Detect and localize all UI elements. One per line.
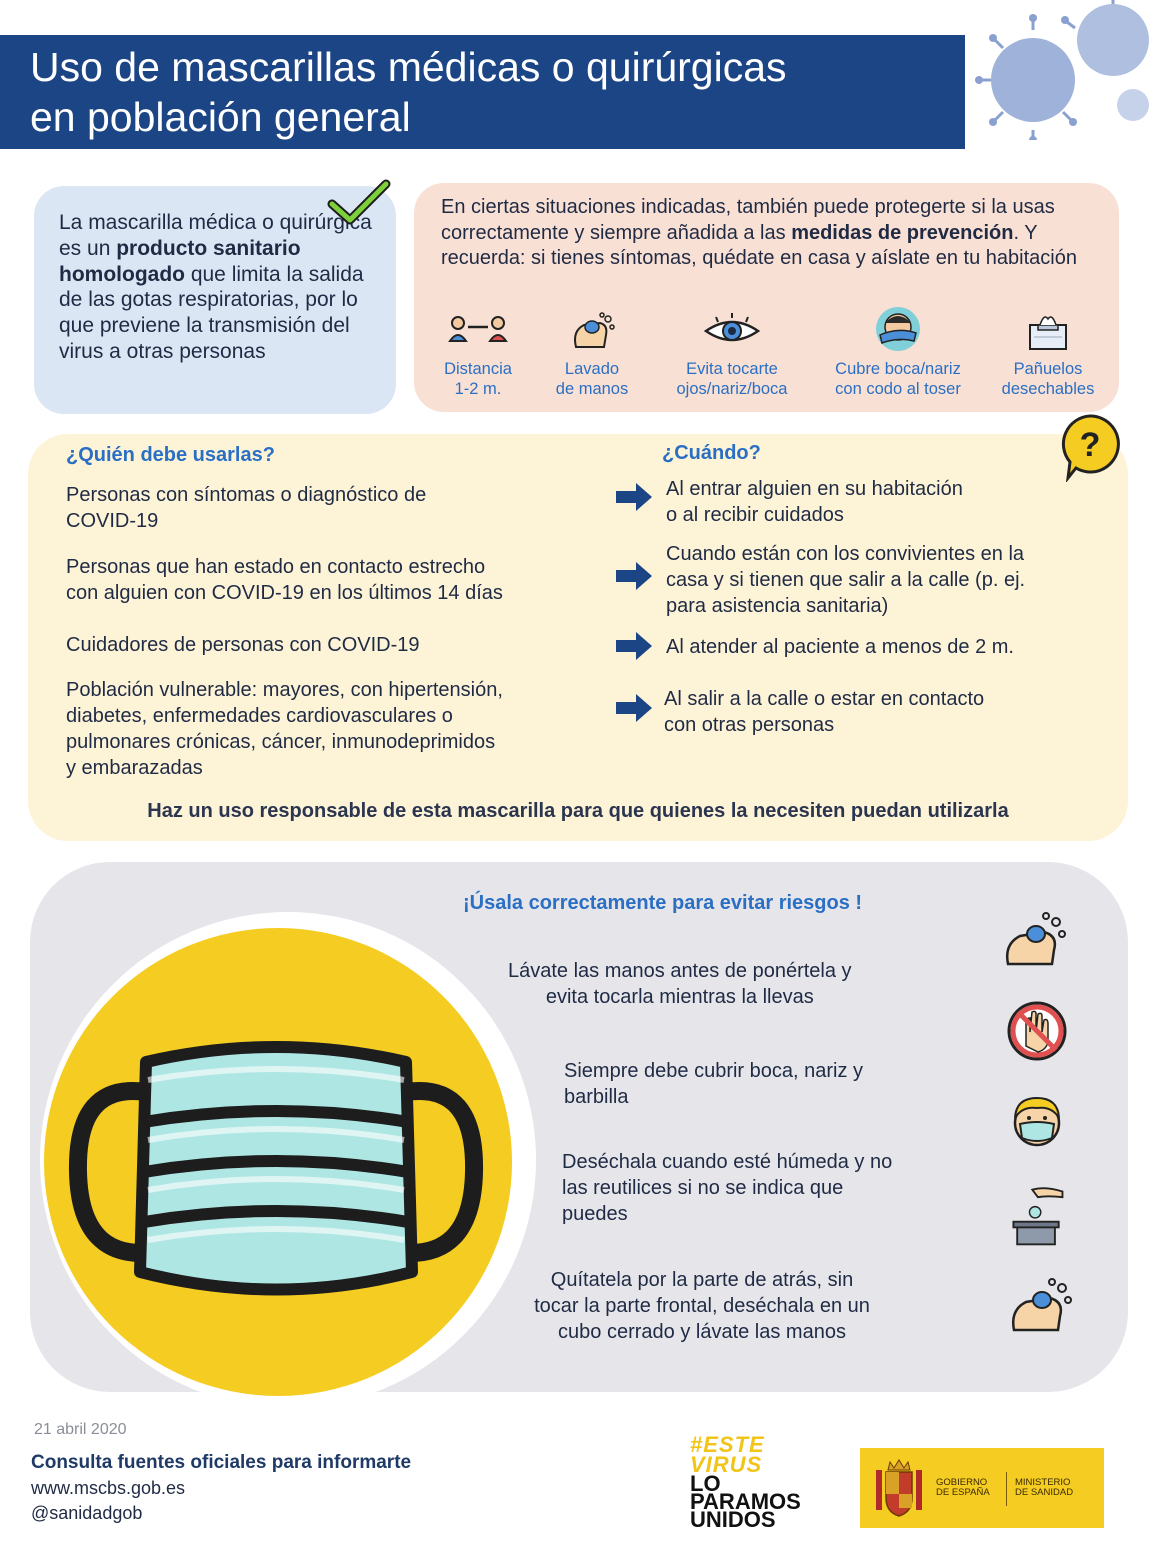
cough-elbow-icon — [868, 305, 928, 353]
consult-sources: Consulta fuentes oficiales para informarte — [31, 1452, 412, 1473]
divider — [1006, 1472, 1007, 1506]
definition-text: La mascarilla médica o quirúrgica es un producto sanitario homologado que limita la salida de las gotas respiratorias, por lo que previene la transmisión del virus a otras personas — [59, 211, 372, 363]
tissue-box-icon — [1018, 311, 1078, 353]
checkmark-icon — [326, 178, 392, 228]
measure-cough-elbow: Cubre boca/nariz con codo al toser — [816, 305, 980, 399]
who-item: Personas que han estado en contacto estrecho con alguien con COVID-19 en los últimos 14 días — [66, 556, 503, 604]
question-bubble-icon — [1058, 412, 1122, 482]
handwashing-icon — [1002, 910, 1072, 976]
virus-decoration-icon — [963, 0, 1153, 140]
who-item: Cuidadores de personas con COVID-19 — [66, 634, 420, 656]
page-title-line1: Uso de mascarillas médicas o quirúrgicas — [30, 44, 787, 90]
who-heading: ¿Quién debe usarlas? — [66, 444, 275, 466]
handwashing-icon — [562, 311, 622, 353]
arrow-right-icon — [614, 631, 654, 661]
measure-distance: Distancia 1-2 m. — [428, 311, 528, 399]
correct-use-box — [30, 862, 1128, 1392]
when-item: Al entrar alguien en su habitación o al recibir cuidados — [666, 478, 963, 526]
face-mask-icon — [1002, 1090, 1072, 1156]
tip-item: Siempre debe cubrir boca, nariz y barbilla — [564, 1060, 864, 1108]
when-heading: ¿Cuándo? — [662, 442, 761, 464]
svg-text:?: ? — [1079, 426, 1101, 464]
no-touch-icon — [1002, 998, 1072, 1064]
arrow-right-icon — [614, 561, 654, 591]
tip-item: Deséchala cuando esté húmeda y no las reutilices si no se indica que puedes — [562, 1151, 893, 1225]
who-item: Población vulnerable: mayores, con hipertensión, diabetes, enfermedades cardiovasculares o pulmonares crónicas, cáncer, inmunodeprimidos y embarazadas — [66, 679, 503, 779]
government-logo: GOBIERNO DE ESPAÑA MINISTERIO DE SANIDAD — [860, 1448, 1104, 1528]
title-bar — [0, 35, 965, 149]
measure-handwashing: Lavado de manos — [542, 311, 642, 399]
twitter-handle[interactable]: @sanidadgob — [31, 1503, 143, 1523]
handwashing-icon — [1008, 1276, 1078, 1342]
page-title-line2: en población general — [30, 94, 411, 140]
protection-box — [414, 183, 1119, 412]
when-item: Al atender al paciente a menos de 2 m. — [666, 636, 1014, 658]
dispose-bin-icon — [1002, 1184, 1072, 1250]
arrow-right-icon — [614, 693, 654, 723]
campaign-logo: #ESTE VIRUS LO PARAMOS UNIDOS — [690, 1432, 801, 1532]
correct-use-heading: ¡Úsala correctamente para evitar riesgos ! — [463, 892, 863, 914]
tip-item: Quítatela por la parte de atrás, sin tocar la parte frontal, deséchala en un cubo cerrado y lávate las manos — [534, 1269, 870, 1343]
tip-item: Lávate las manos antes de ponértela y evita tocarla mientras la llevas — [508, 960, 852, 1008]
when-item: Cuando están con los convivientes en la casa y si tienen que salir a la calle (p. ej. para asistencia sanitaria) — [666, 543, 1026, 617]
measure-tissues: Pañuelos desechables — [988, 311, 1108, 399]
measure-avoid-touching: Evita tocarte ojos/nariz/boca — [658, 311, 806, 399]
responsible-use-note: Haz un uso responsable de esta mascarilla para que quienes la necesiten puedan utilizarla — [147, 800, 1009, 822]
when-item: Al salir a la calle o estar en contacto con otras personas — [664, 688, 985, 736]
protection-text: En ciertas situaciones indicadas, también puede protegerte si la usas correctamente y siempre añadida a las medidas de prevención. Y recuerda: si tienes síntomas, quédate en casa y aíslate en tu habitación — [441, 196, 1077, 269]
arrow-right-icon — [614, 482, 654, 512]
website-link[interactable]: www.mscbs.gob.es — [31, 1478, 186, 1498]
who-item: Personas con síntomas o diagnóstico de COVID-19 — [66, 484, 427, 532]
eye-icon — [702, 311, 762, 353]
coat-of-arms-icon — [872, 1458, 926, 1520]
publication-date: 21 abril 2020 — [34, 1421, 127, 1438]
distance-icon — [448, 311, 508, 353]
surgical-mask-icon — [56, 1022, 496, 1322]
usage-box — [28, 434, 1128, 841]
